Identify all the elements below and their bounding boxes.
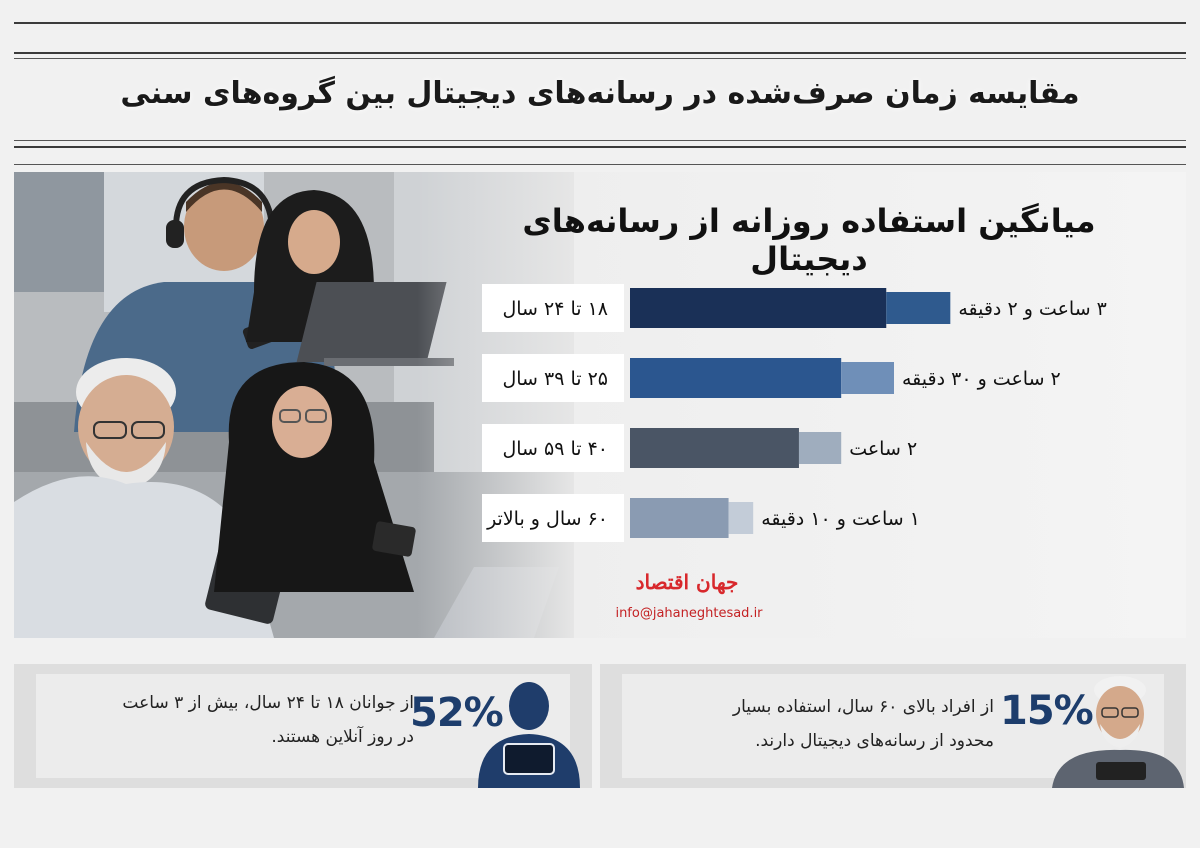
category-label: ۶۰ سال و بالاتر bbox=[487, 508, 608, 530]
stat-card-youth bbox=[14, 664, 592, 788]
stat-text-youth-line1: از جوانان ۱۸ تا ۲۴ سال، بیش از ۳ ساعت bbox=[122, 693, 414, 713]
bar bbox=[630, 498, 729, 538]
bar bbox=[630, 358, 841, 398]
page-title: مقایسه زمان صرف‌شده در رسانه‌های دیجیتال بین گروه‌های سنی bbox=[120, 76, 1080, 111]
bar-cap bbox=[799, 432, 841, 464]
stat-text-youth-line2: در روز آنلاین هستند. bbox=[271, 727, 414, 747]
category-label: ۴۰ تا ۵۹ سال bbox=[502, 438, 608, 460]
bar-cap bbox=[729, 502, 754, 534]
hero-panel bbox=[14, 172, 1186, 638]
title-top-rule bbox=[14, 52, 1186, 54]
bar bbox=[630, 428, 799, 468]
stat-percent-youth: 52% bbox=[410, 690, 503, 736]
bar-cap bbox=[886, 292, 950, 324]
stat-percent-elderly: 15% bbox=[1000, 688, 1093, 734]
chart-title: میانگین استفاده روزانه از رسانه‌های دیجیتال bbox=[522, 202, 1096, 278]
brand-email: info@jahaneghtesad.ir bbox=[615, 606, 763, 621]
value-label: ۲ ساعت bbox=[849, 438, 918, 460]
title-bottom-rule bbox=[14, 146, 1186, 148]
stat-text-youth bbox=[34, 686, 414, 754]
stat-text-elderly-line2: محدود از رسانه‌های دیجیتال دارند. bbox=[755, 731, 994, 751]
bar bbox=[630, 288, 886, 328]
value-label: ۲ ساعت و ۳۰ دقیقه bbox=[902, 368, 1061, 390]
stat-text-elderly bbox=[640, 690, 994, 758]
category-label: ۱۸ تا ۲۴ سال bbox=[502, 298, 608, 320]
category-label: ۲۵ تا ۳۹ سال bbox=[502, 368, 608, 390]
brand-logo: جهان اقتصاد bbox=[635, 570, 739, 594]
bar-chart bbox=[434, 172, 1186, 638]
title-bottom-rule-thin bbox=[14, 140, 1186, 141]
value-label: ۱ ساعت و ۱۰ دقیقه bbox=[761, 508, 920, 530]
stat-card-elderly bbox=[600, 664, 1186, 788]
top-rule bbox=[14, 22, 1186, 24]
bar-cap bbox=[841, 362, 894, 394]
title-top-rule-thin bbox=[14, 58, 1186, 59]
value-label: ۳ ساعت و ۲ دقیقه bbox=[958, 298, 1107, 320]
stat-text-elderly-line1: از افراد بالای ۶۰ سال، استفاده بسیار bbox=[732, 697, 994, 717]
chart-panel bbox=[434, 172, 1186, 638]
hero-top-rule bbox=[14, 164, 1186, 165]
